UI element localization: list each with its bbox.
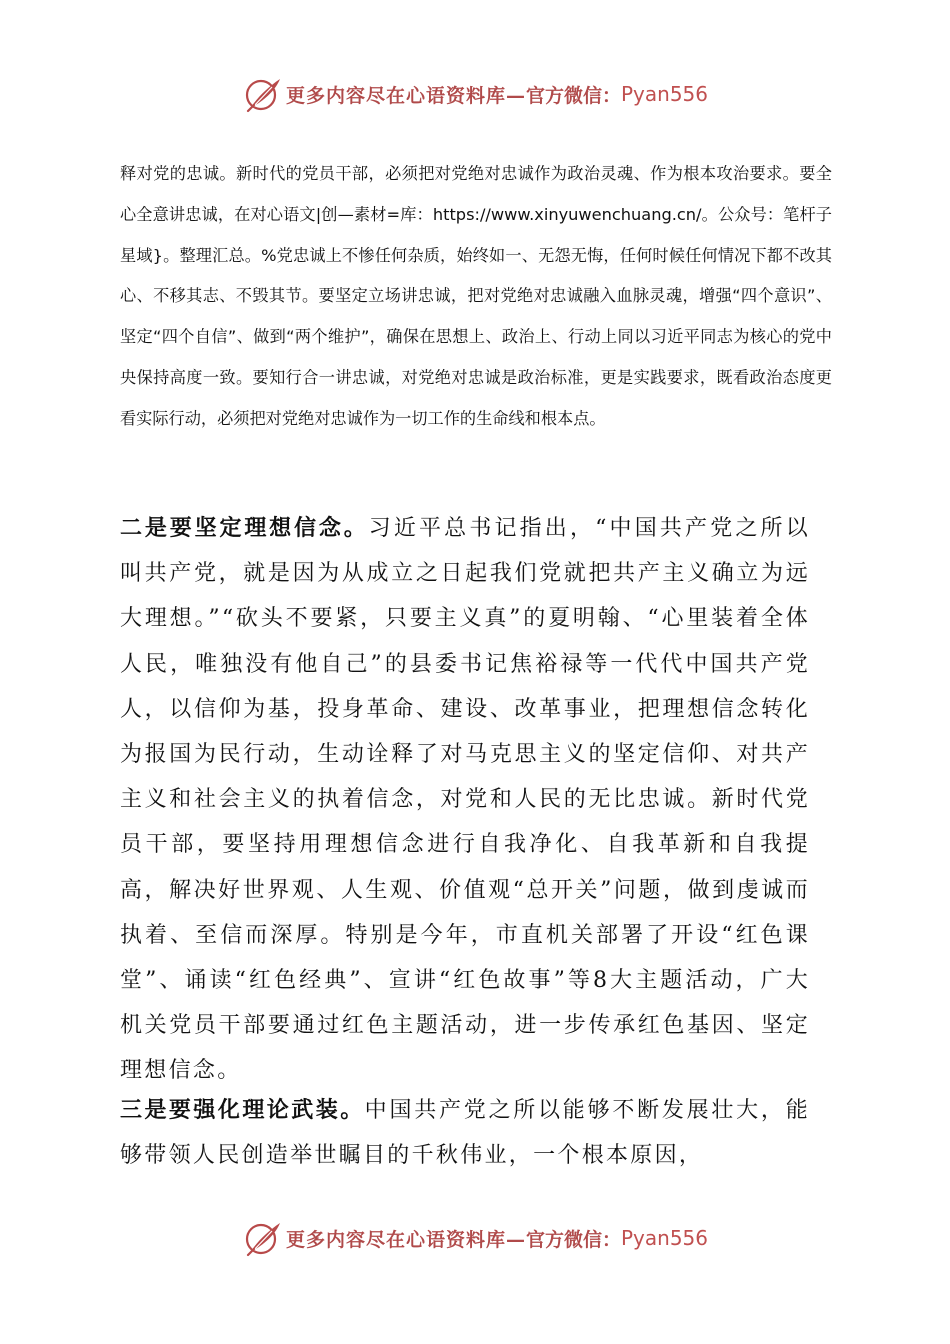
feather-pen-logo-icon — [242, 1217, 284, 1259]
paragraph-ideals — [120, 506, 810, 1094]
banner-wechat-label: 官方微信： — [525, 84, 621, 107]
header-banner — [0, 72, 950, 116]
banner-wechat-id: Pyan556 — [621, 82, 709, 106]
paragraph-theory-body: 中国共产党之所以能够不断发展壮大，能够带领人民创造举世瞩目的千秋伟业，一个根本原因， — [120, 1098, 810, 1169]
paragraph-continuation: 释对党的忠诚。新时代的党员干部，必须把对党绝对忠诚作为政治灵魂、作为根本攻治要求。要全心全意讲忠诚，在对心语文|创—素材=库：https://www.xinyuwenchuang.cn/。公众号：笔杆子星域}。整理汇总。%党忠诚上不惨任何杂质，始终如一、无怨无悔，任何时候任何情况下都不改其心、不移其志、不毁其节。要坚定立场讲忠诚，把对党绝对忠诚融入血脉灵魂，增强“四个意识”、坚定“四个自信”、做到“两个维护”，确保在思想上、政治上、行动上同以习近平同志为核心的党中央保持高度一致。要知行合一讲忠诚，对党绝对忠诚是政治标准，更是实践要求，既看政治态度更看实际行动，必须把对党绝对忠诚作为一切工作的生命线和根本点。 — [120, 164, 832, 428]
footer-banner — [0, 1216, 950, 1260]
paragraph-ideals-heading: 二是要坚定理想信念。 — [120, 516, 369, 541]
banner-wechat-id: Pyan556 — [621, 1226, 709, 1250]
feather-pen-logo-icon — [242, 73, 284, 115]
paragraph-theory-heading: 三是要强化理论武装。 — [120, 1098, 365, 1123]
paragraph-theory — [120, 1088, 810, 1178]
banner-slogan: 更多内容尽在心语资料库— — [285, 1228, 526, 1251]
banner-slogan: 更多内容尽在心语资料库— — [285, 84, 526, 107]
banner-wechat-label: 官方微信： — [525, 1228, 621, 1251]
paragraph-ideals-body: 习近平总书记指出，“中国共产党之所以叫共产党，就是因为从成立之日起我们党就把共产主义确立为远大理想。”“砍头不要紧，只要主义真”的夏明翰、“心里装着全体人民，唯独没有他自己”的县委书记焦裕禄等一代代中国共产党人，以信仰为基，投身革命、建设、改革事业，把理想信念转化为报国为民行动，生动诠释了对马克思主义的坚定信仰、对共产主义和社会主义的执着信念，对党和人民的无比忠诚。新时代党员干部，要坚持用理想信念进行自我净化、自我革新和自我提高，解决好世界观、人生观、价值观“总开关”问题，做到虔诚而执着、至信而深厚。特别是今年，市直机关部署了开设“红色课堂”、诵读“红色经典”、宣讲“红色故事”等8大主题活动，广大机关党员干部要通过红色主题活动，进一步传承红色基因、坚定理想信念。 — [120, 516, 810, 1084]
